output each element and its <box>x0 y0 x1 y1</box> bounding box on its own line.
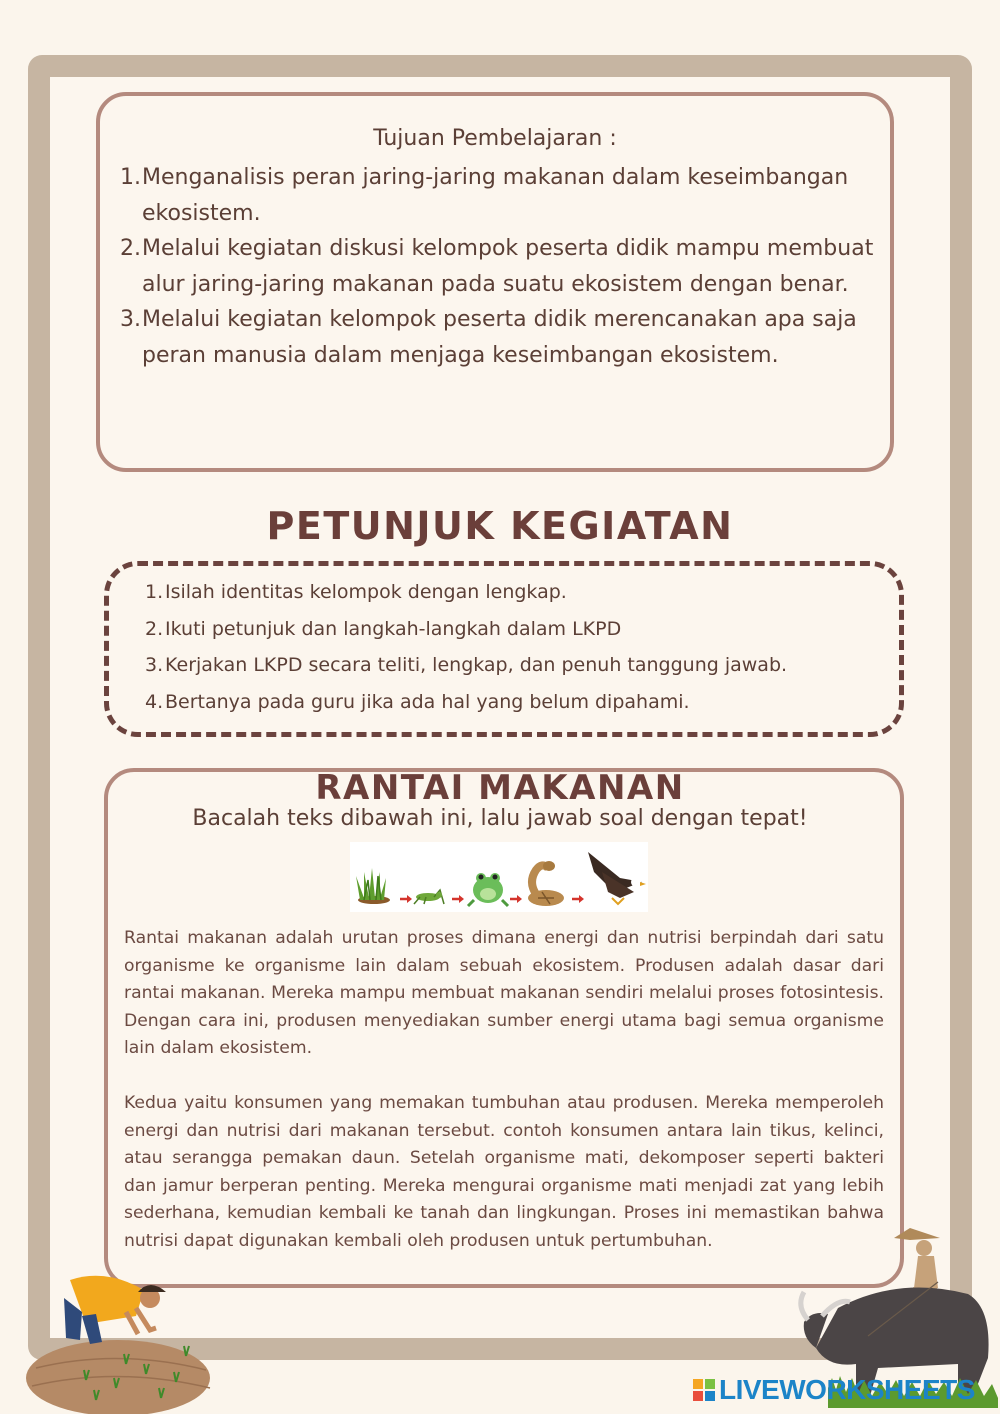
list-item: 3. Melalui kegiatan kelompok peserta didik merencanakan apa saja peran manusia dalam menjaga keseimbangan ekosistem. <box>120 307 857 368</box>
list-item: 2. Ikuti petunjuk dan langkah-langkah dalam LKPD <box>145 617 622 640</box>
list-item: 2. Melalui kegiatan diskusi kelompok peserta didik mampu membuat alur jaring-jaring makanan pada suatu ekosistem dengan benar. <box>120 236 874 297</box>
liveworksheets-watermark <box>693 1374 975 1406</box>
list-item: 1. Menganalisis peran jaring-jaring makanan dalam keseimbangan ekosistem. <box>120 165 849 226</box>
food-chain-title: RANTAI MAKANAN <box>315 768 685 808</box>
activity-instructions-box <box>104 561 904 737</box>
list-item: 4. Bertanya pada guru jika ada hal yang belum dipahami. <box>145 690 690 713</box>
learning-objectives-list <box>120 160 882 373</box>
learning-objectives-box <box>96 92 894 472</box>
learning-objectives-title: Tujuan Pembelajaran : <box>373 126 617 151</box>
list-item: 3. Kerjakan LKPD secara teliti, lengkap, dan penuh tanggung jawab. <box>145 654 788 676</box>
food-chain-subtitle: Bacalah teks dibawah ini, lalu jawab soal dengan tepat! <box>192 806 808 831</box>
food-chain-paragraph-1: Rantai makanan adalah urutan proses dimana energi dan nutrisi berpindah dari satu organisme ke organisme lain dalam sebuah ekosistem. Produsen adalah dasar dari rantai makanan. Mereka mampu membuat makanan sendiri melalui proses fotosintesis. Dengan cara ini, produsen menyediakan sumber energi utama bagi semua organisme lain dalam ekosistem. <box>124 928 884 1059</box>
food-chain-illustration <box>350 842 648 912</box>
liveworksheets-logo-icon <box>693 1379 715 1401</box>
activity-instructions-title: PETUNJUK KEGIATAN <box>266 504 734 548</box>
watermark-text: LIVEWORKSHEETS <box>719 1374 975 1405</box>
farmer-planting-illustration <box>26 1268 216 1414</box>
food-chain-paragraph-2: Kedua yaitu konsumen yang memakan tumbuhan atau produsen. Mereka memperoleh energi dan nutrisi dari makanan tersebut. contoh konsumen antara lain tikus, kelinci, atau serangga pemakan daun. Setelah organisme mati, dekomposer seperti bakteri dan jamur berperan penting. Mereka mengurai organisme mati menjadi zat yang lebih sederhana, kemudian kembali ke tanah dan lingkungan. Proses ini memastikan bahwa nutrisi dapat digunakan kembali oleh produsen untuk pertumbuhan. <box>124 1093 884 1251</box>
list-item: 1. Isilah identitas kelompok dengan lengkap. <box>145 581 567 603</box>
activity-instructions-list <box>145 574 889 720</box>
